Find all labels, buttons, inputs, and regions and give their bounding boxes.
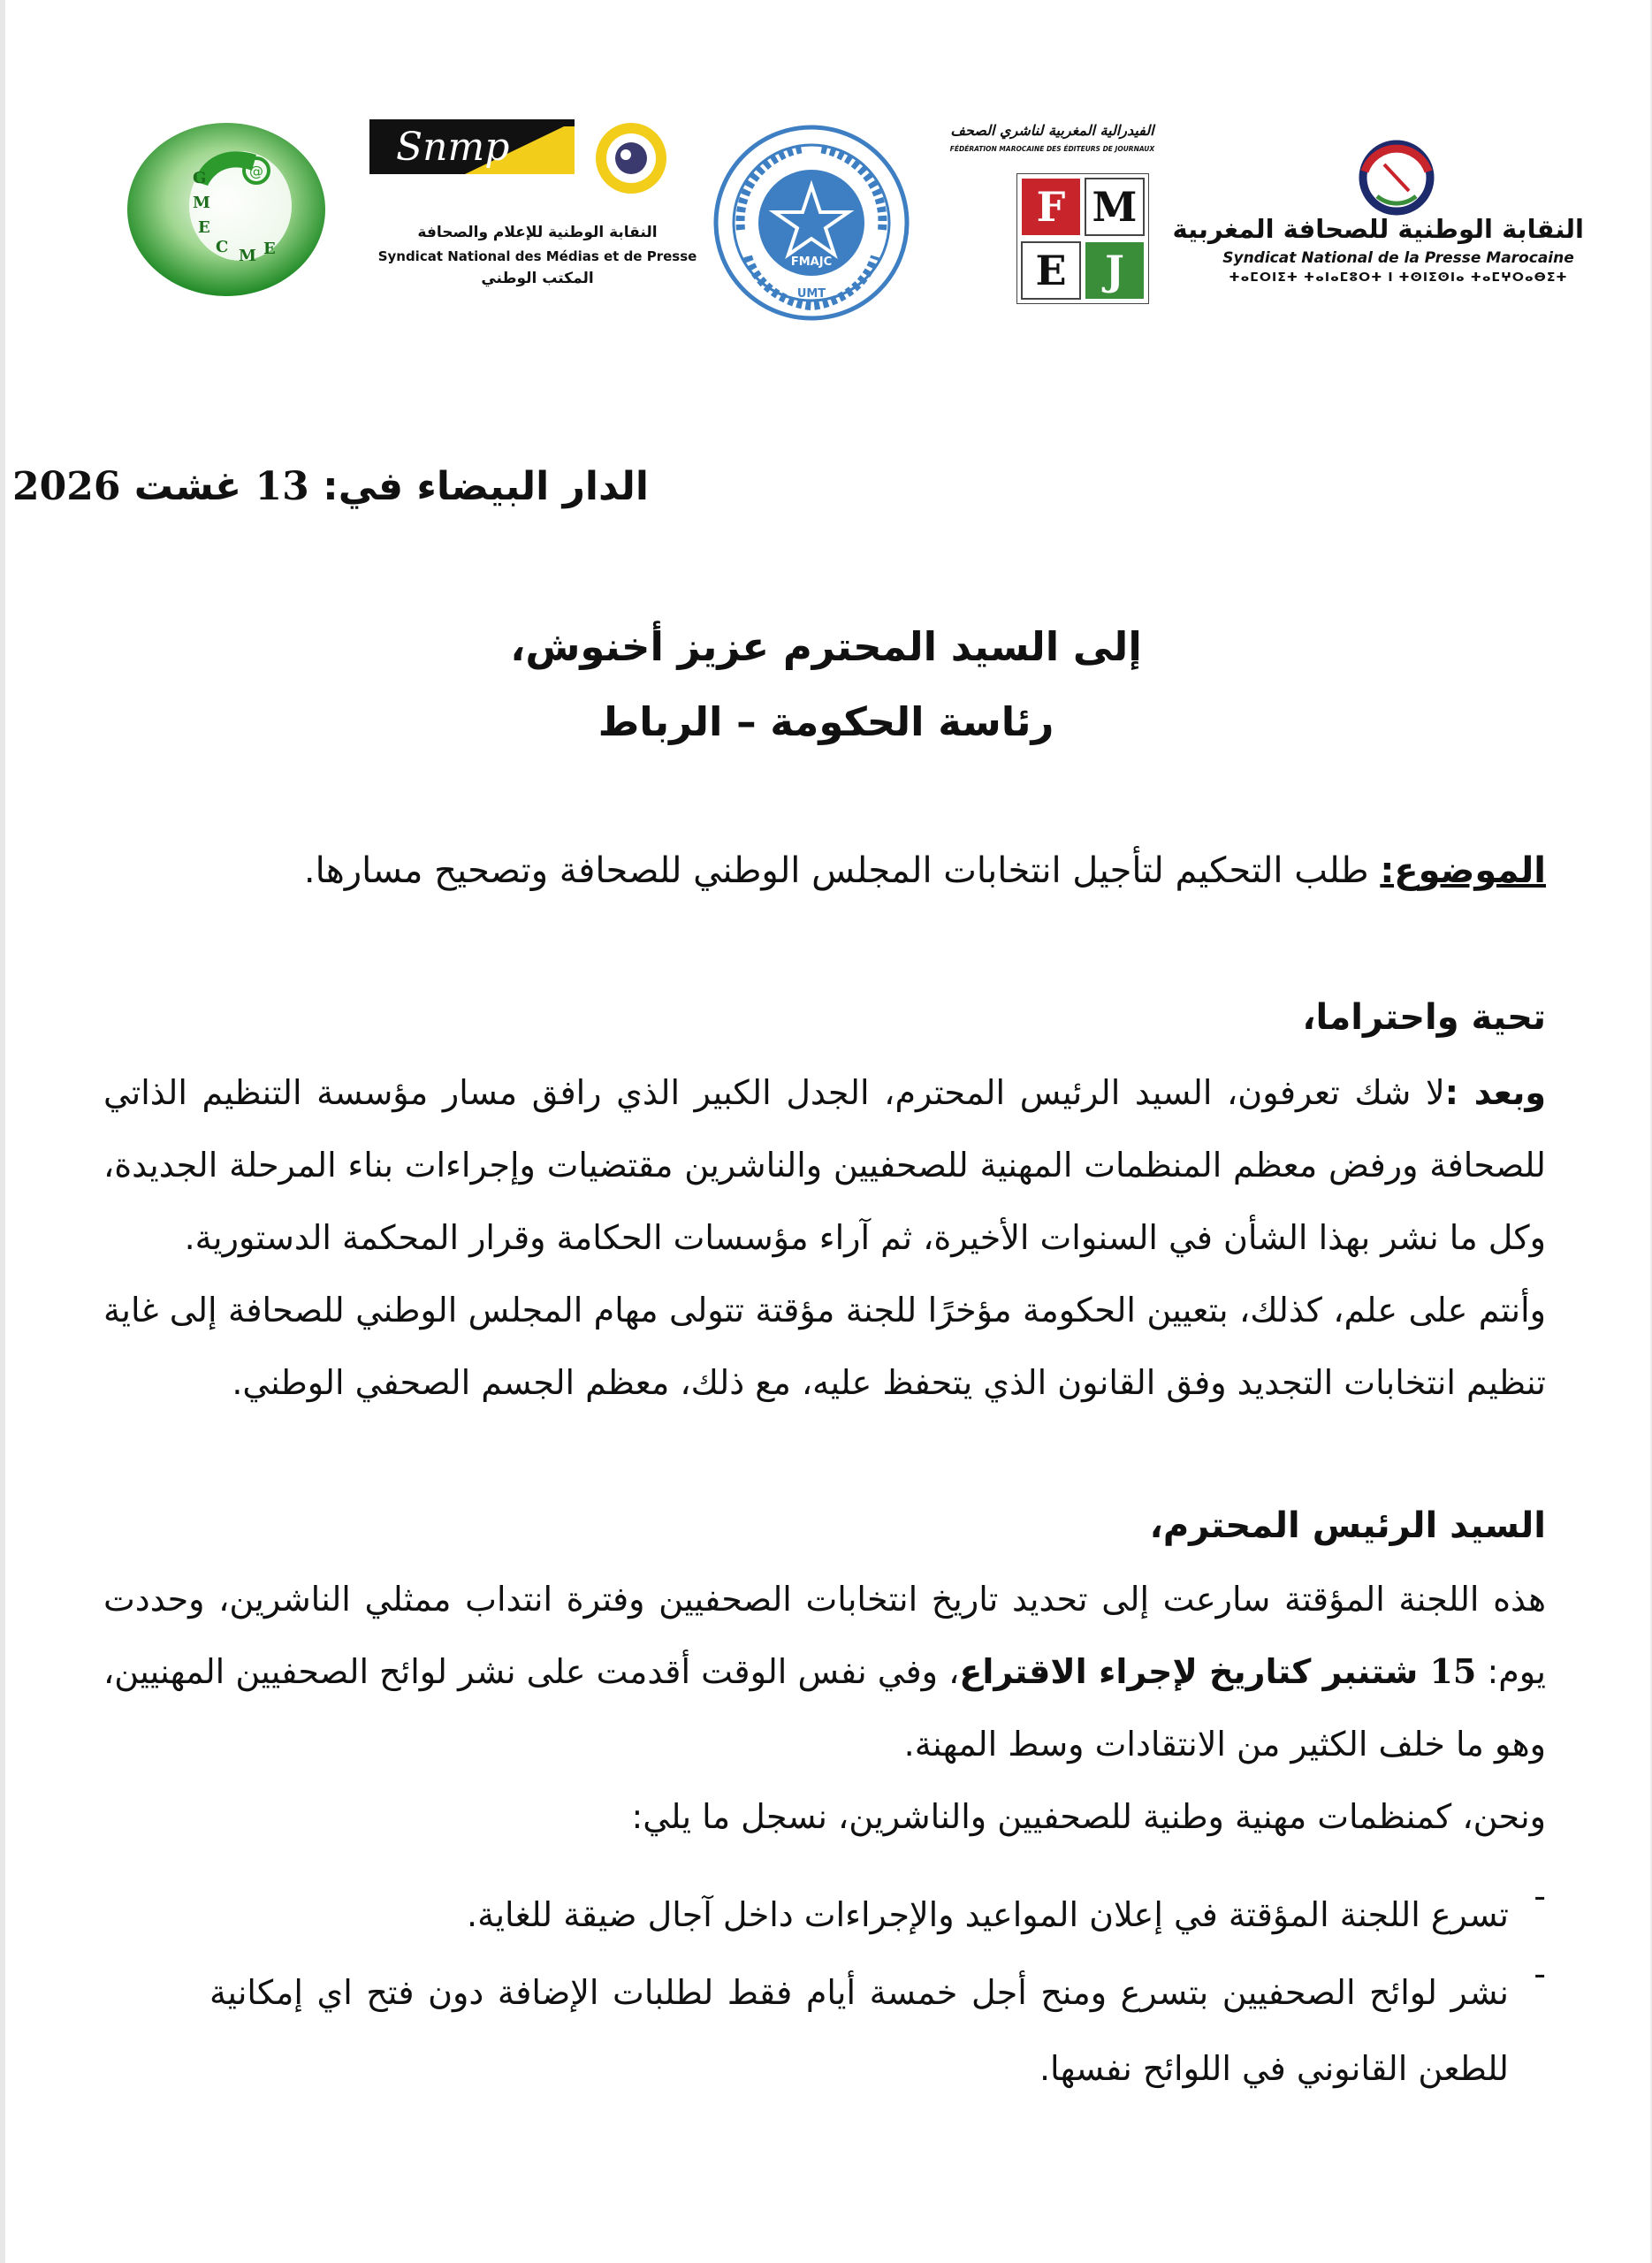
addressee-name: إلى السيد المحترم عزيز أخنوش، [510, 623, 1142, 670]
date-prefix: الدار البيضاء في: [323, 464, 649, 509]
snpm-logo [1172, 133, 1584, 301]
snmp-name-fr: Syndicat National des Médias et de Presse [377, 248, 697, 264]
snmp-badge-icon [369, 119, 705, 199]
gmecme-logo [124, 119, 329, 301]
paragraph-elections [103, 1563, 1546, 1780]
bullet-marker-1: - [1534, 1877, 1546, 1916]
subject-text: طلب التحكيم لتأجيل انتخابات المجلس الوطني للصحافة وتصحيح مسارها. [303, 850, 1381, 891]
svg-text:Snmp: Snmp [396, 125, 510, 170]
snmp-logo [369, 119, 705, 305]
paragraph-committee: وأنتم على علم، كذلك، بتعيين الحكومة مؤخرًا للجنة مؤقتة تتولى مهام المجلس الوطني للصحافة إلى غاية تنظيم انتخابات التجديد وفق القانون الذي يتحفظ عليه، مع ذلك، معظم الجسم الصحفي الوطني. [103, 1291, 1546, 1402]
bullet-item-2: نشر لوائح الصحفيين بتسرع ومنح أجل خمسة أيام فقط لطلبات الإضافة دون فتح اي إمكانية للطعن القانوني في اللوائح نفسها. [209, 1973, 1509, 2088]
snmp-office-ar: المكتب الوطني [481, 270, 594, 287]
fmajc-logo [705, 124, 917, 323]
fmej-logo [949, 122, 1155, 308]
svg-text:E: E [263, 240, 276, 258]
section-title: السيد الرئيس المحترم، [1149, 1505, 1546, 1546]
date-day: 13 [255, 464, 309, 509]
svg-text:J: J [1105, 247, 1124, 294]
fmej-name-ar: الفيدرالية المغربية لناشري الصحف [950, 122, 1154, 139]
date-line [12, 464, 649, 509]
svg-text:C: C [216, 238, 229, 256]
paragraph-intro-text: لا شك تعرفون، السيد الرئيس المحترم، الجدل الكبير الذي رافق مسار مؤسسة التنظيم الذاتي للصحافة ورفض معظم المنظمات المهنية للصحفيين والناشرين مقتضيات وإجراءات بناء المرحلة الجديدة، وكل ما نشر بهذا الشأن في السنوات الأخيرة، ثم آراء مؤسسات الحكامة وقرار المحكمة الدستورية. [103, 1073, 1546, 1257]
svg-text:M: M [1092, 183, 1138, 231]
gmecme-emblem-icon [124, 119, 329, 301]
paragraph-intro-lead: وبعد : [1444, 1073, 1547, 1112]
bullet-marker-2: - [1534, 1954, 1546, 1993]
paragraph-elections-after: ، وفي نفس الوقت أقدمت على نشر لوائح الصحفيين المهنيين، وهو ما خلف الكثير من الانتقادات وسط المهنة. [103, 1652, 1546, 1764]
subject-line [304, 850, 1546, 891]
svg-text:M: M [193, 194, 210, 212]
svg-text:M: M [239, 247, 256, 265]
fmej-letters-icon [1016, 173, 1149, 304]
fmej-name-fr: FÉDÉRATION MAROCAINE DES ÉDITEURS DE JOURNAUX [949, 145, 1155, 153]
svg-text:E: E [198, 218, 210, 237]
snpm-ring-icon [1352, 138, 1441, 217]
date-month: غشت [133, 464, 242, 509]
snpm-name-tfng: ⵜⴰⵎⵔⵏⵉⵜ ⵜⴰⵏⴰⵎⵓⵔⵜ ⵏ ⵜⵙⵏⵉⵙⵏⴰ ⵜⴰⵎⵖⵔⴰⴱⵉⵜ [1229, 270, 1568, 285]
svg-text:E: E [1035, 247, 1067, 294]
snpm-name-ar: النقابة الوطنية للصحافة المغربية [1172, 214, 1584, 244]
election-date-text: شتنبر كتاريخ لإجراء الاقتراع [959, 1652, 1430, 1691]
subject-label: الموضوع: [1380, 850, 1546, 891]
paragraph-intro [103, 1056, 1546, 1274]
snmp-name-ar: النقابة الوطنية للإعلام والصحافة [417, 224, 658, 241]
greeting: تحية واحتراما، [1302, 997, 1546, 1038]
date-year: 2026 [12, 464, 121, 509]
svg-text:UMT: UMT [796, 287, 826, 301]
paragraph-elections-before: هذه اللجنة المؤقتة سارعت إلى تحديد تاريخ انتخابات الصحفيين وفترة انتداب ممثلي الناشرين، وحددت يوم: [103, 1580, 1547, 1691]
svg-text:F: F [1036, 183, 1066, 231]
snpm-name-fr: Syndicat National de la Presse Marocaine [1222, 249, 1574, 267]
paragraph-observations: ونحن، كمنظمات مهنية وطنية للصحفيين والناشرين، نسجل ما يلي: [631, 1797, 1546, 1836]
bullet-item-1: تسرع اللجنة المؤقتة في إعلان المواعيد والإجراءات داخل آجال ضيقة للغاية. [467, 1895, 1509, 1934]
svg-text:FMAJC: FMAJC [790, 255, 833, 269]
svg-text:@: @ [249, 163, 263, 179]
fmajc-emblem-icon [705, 124, 917, 323]
election-day-number: 15 [1429, 1651, 1477, 1691]
election-date-highlight [959, 1652, 1476, 1691]
addressee-office: رئاسة الحكومة – الرباط [598, 698, 1054, 745]
svg-text:G: G [193, 169, 207, 187]
